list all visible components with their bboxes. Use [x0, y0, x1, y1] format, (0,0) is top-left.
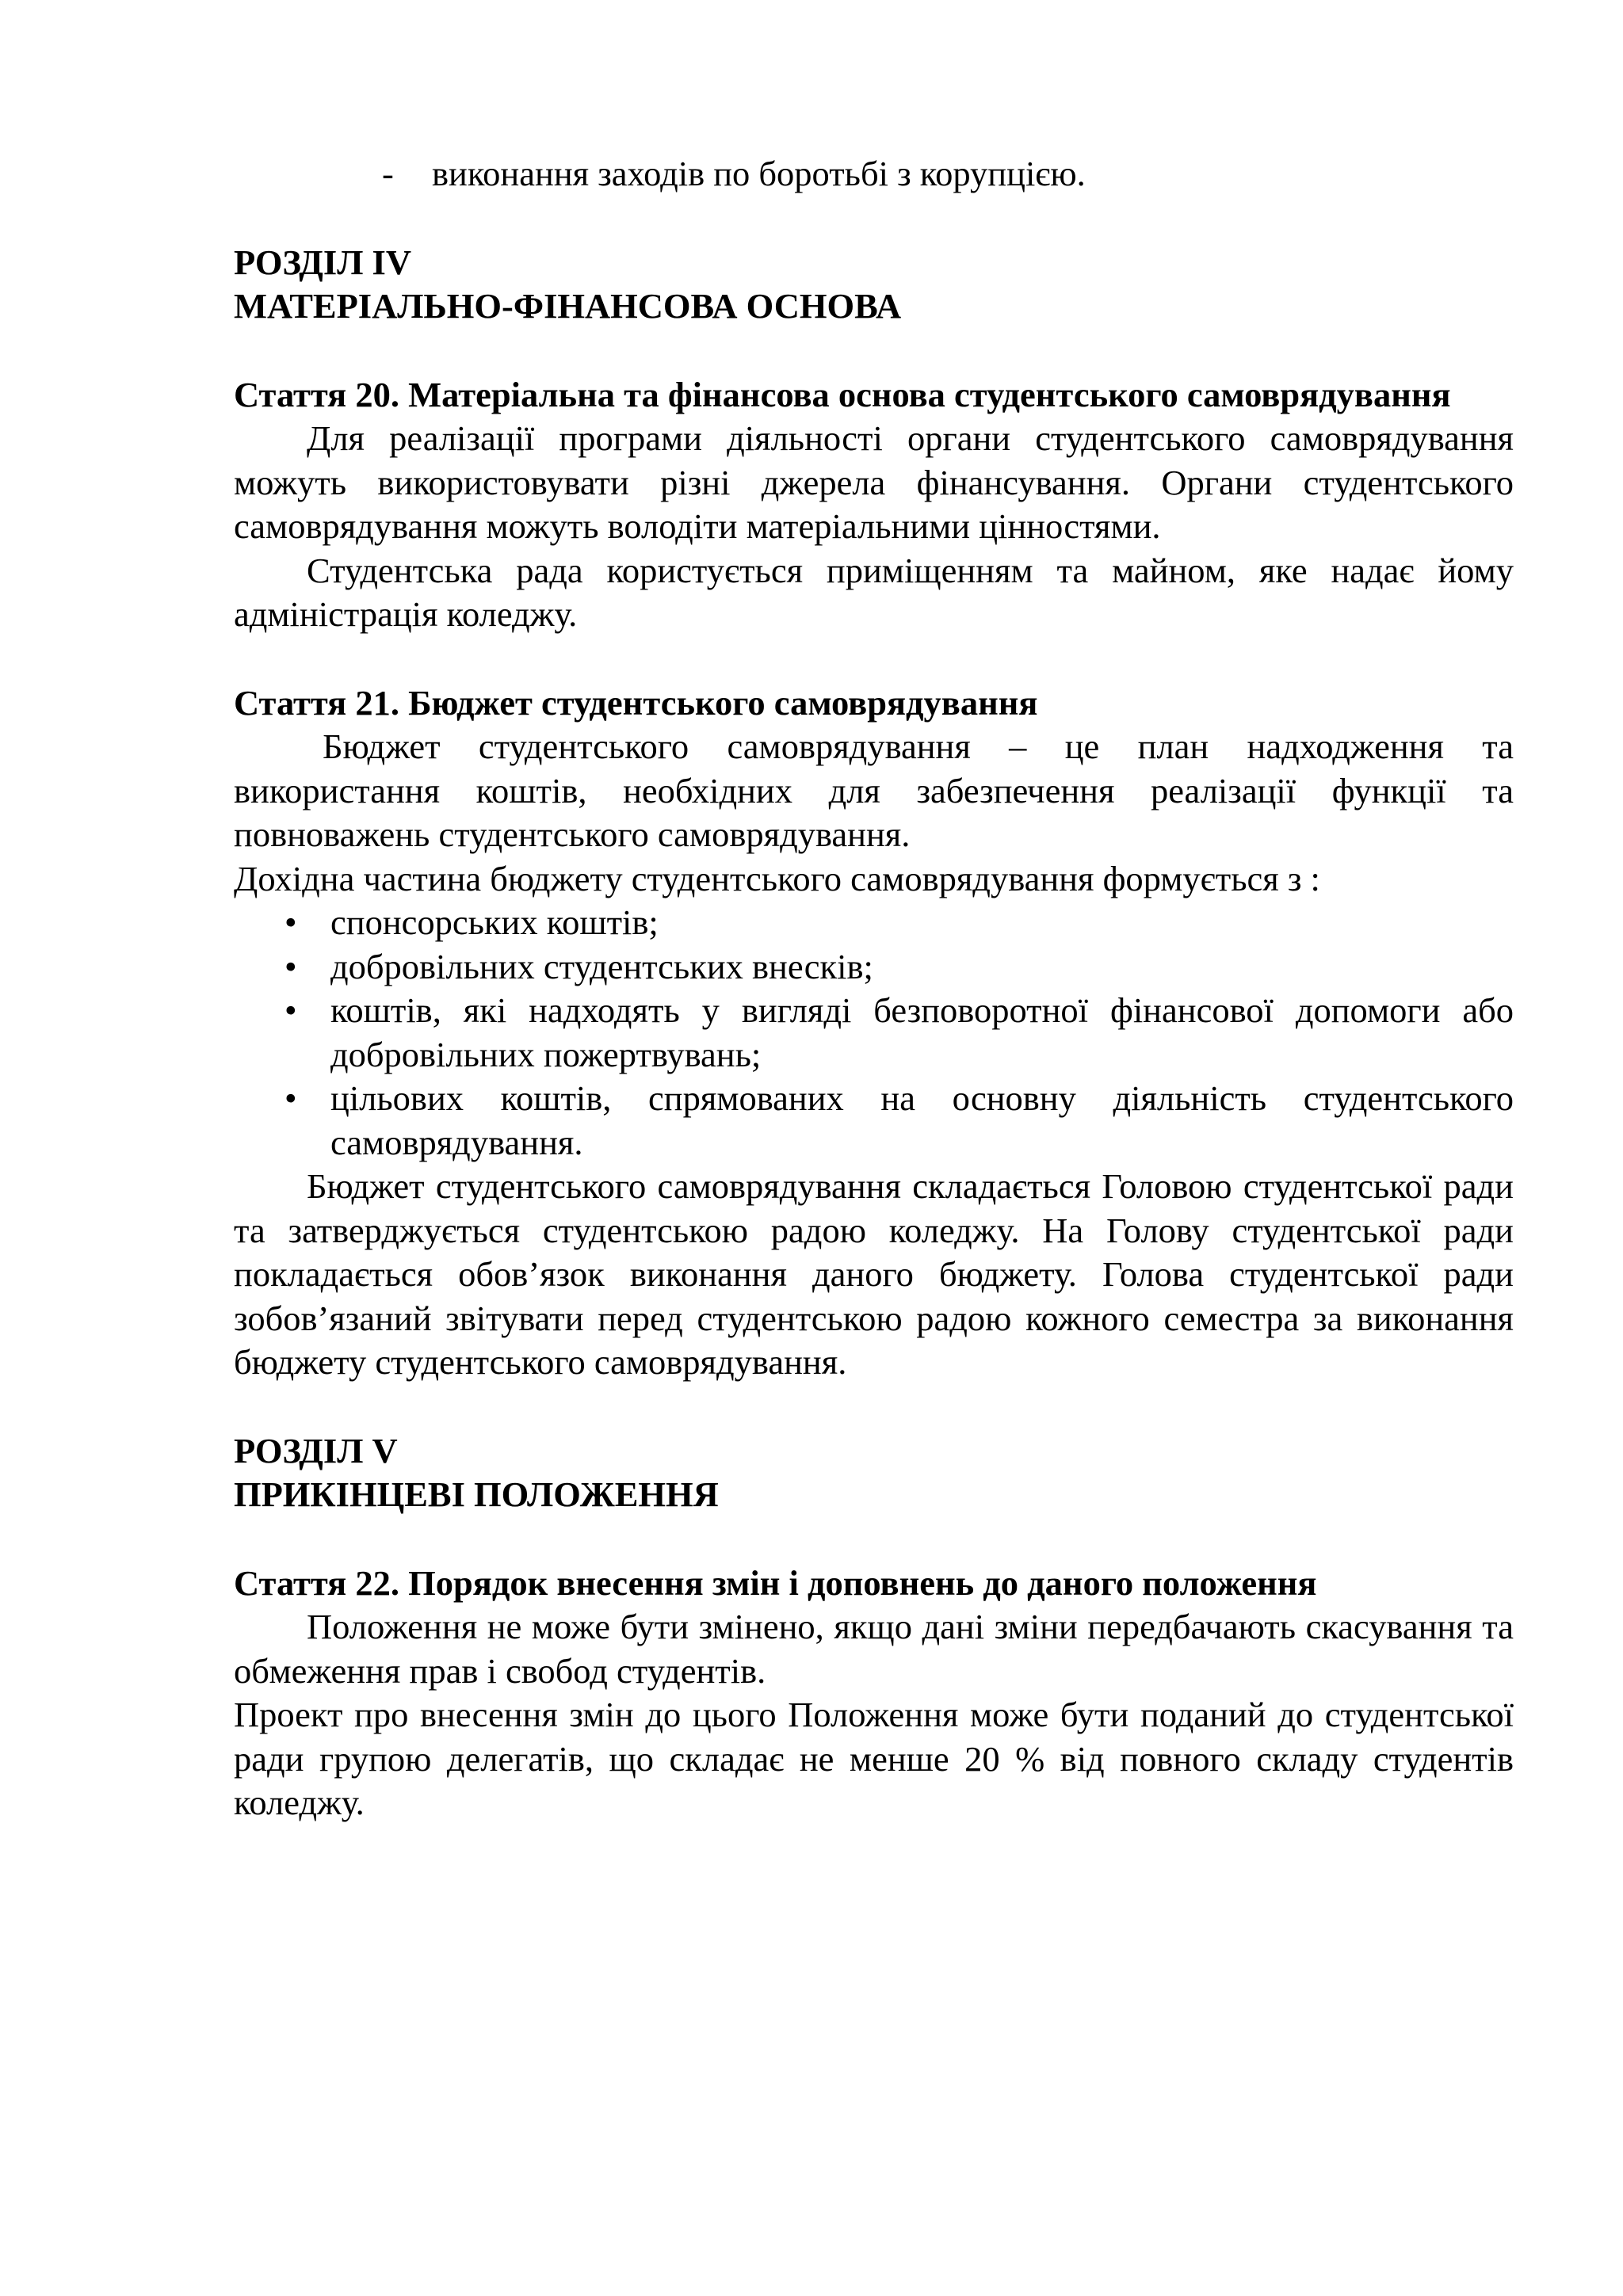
section-4-title: МАТЕРІАЛЬНО-ФІНАНСОВА ОСНОВА	[234, 286, 902, 326]
list-item	[234, 901, 1514, 945]
list-item-text: спонсорських коштів;	[330, 902, 659, 942]
bullet-icon: •	[285, 1078, 297, 1118]
list-item-text: цільових коштів, спрямованих на основну діяльність студентського самоврядування.	[330, 1078, 1514, 1162]
section-4-label: РОЗДІЛ IV	[234, 242, 411, 282]
section-5-label: РОЗДІЛ V	[234, 1430, 398, 1470]
document-page	[234, 152, 1514, 1825]
article-22	[234, 1562, 1514, 1825]
list-item	[234, 989, 1514, 1077]
bullet-icon: •	[285, 902, 297, 942]
section-4-header	[234, 241, 1514, 329]
article-22-paragraph-2: Проект про внесення змін до цього Положення може бути поданий до студентської ради групою делегатів, що складає не менше 20 % від повного складу студентів коледжу.	[234, 1695, 1514, 1822]
article-21-paragraph-3: Бюджет студентського самоврядування складається Головою студентської ради та затверджується студентською радою коледжу. На Голову студентської ради покладається обов’язок виконання даного бюджету. Голова студентської ради зобов’язаний звітувати перед студентською радою кожного семестра за виконання бюджету студентського самоврядування.	[234, 1166, 1514, 1382]
article-22-heading: Стаття 22. Порядок внесення змін і доповнень до даного положення	[234, 1562, 1317, 1603]
list-item-text: виконання заходів по боротьбі з корупцією.	[432, 154, 1086, 193]
article-22-paragraph-1: Положення не може бути змінено, якщо дані зміни передбачають скасування та обмеження прав і свобод студентів.	[234, 1607, 1514, 1691]
section-5-title: ПРИКІНЦЕВІ ПОЛОЖЕННЯ	[234, 1474, 719, 1514]
bullet-icon: •	[285, 946, 297, 986]
list-item-text: коштів, які надходять у вигляді безповоротної фінансової допомоги або добровільних пожертвувань;	[330, 990, 1514, 1074]
article-21-paragraph-2: Дохідна частина бюджету студентського самоврядування формується з :	[234, 858, 1320, 898]
article-21-heading: Стаття 21. Бюджет студентського самоврядування	[234, 682, 1038, 723]
article-20	[234, 373, 1514, 637]
dash-marker: -	[382, 154, 394, 193]
list-item	[234, 1077, 1514, 1165]
income-sources-list	[234, 901, 1514, 1165]
article-21-paragraph-1: Бюджет студентського самоврядування – це план надходження та використання коштів, необхідних для забезпечення реалізації функції та повноважень студентського самоврядування.	[234, 727, 1514, 854]
article-20-paragraph-1: Для реалізації програми діяльності органи студентського самоврядування можуть використовувати різні джерела фінансування. Органи студентського самоврядування можуть володіти матеріальними цінностями.	[234, 418, 1514, 546]
article-21	[234, 681, 1514, 1385]
list-item-dash	[234, 152, 1514, 196]
section-5-header	[234, 1429, 1514, 1517]
article-20-paragraph-2: Студентська рада користується приміщенням та майном, яке надає йому адміністрація коледжу.	[234, 550, 1514, 634]
list-item	[234, 945, 1514, 990]
bullet-icon: •	[285, 990, 297, 1030]
list-item-text: добровільних студентських внесків;	[330, 946, 873, 986]
article-20-heading: Стаття 20. Матеріальна та фінансова основа студентського самоврядування	[234, 374, 1451, 414]
